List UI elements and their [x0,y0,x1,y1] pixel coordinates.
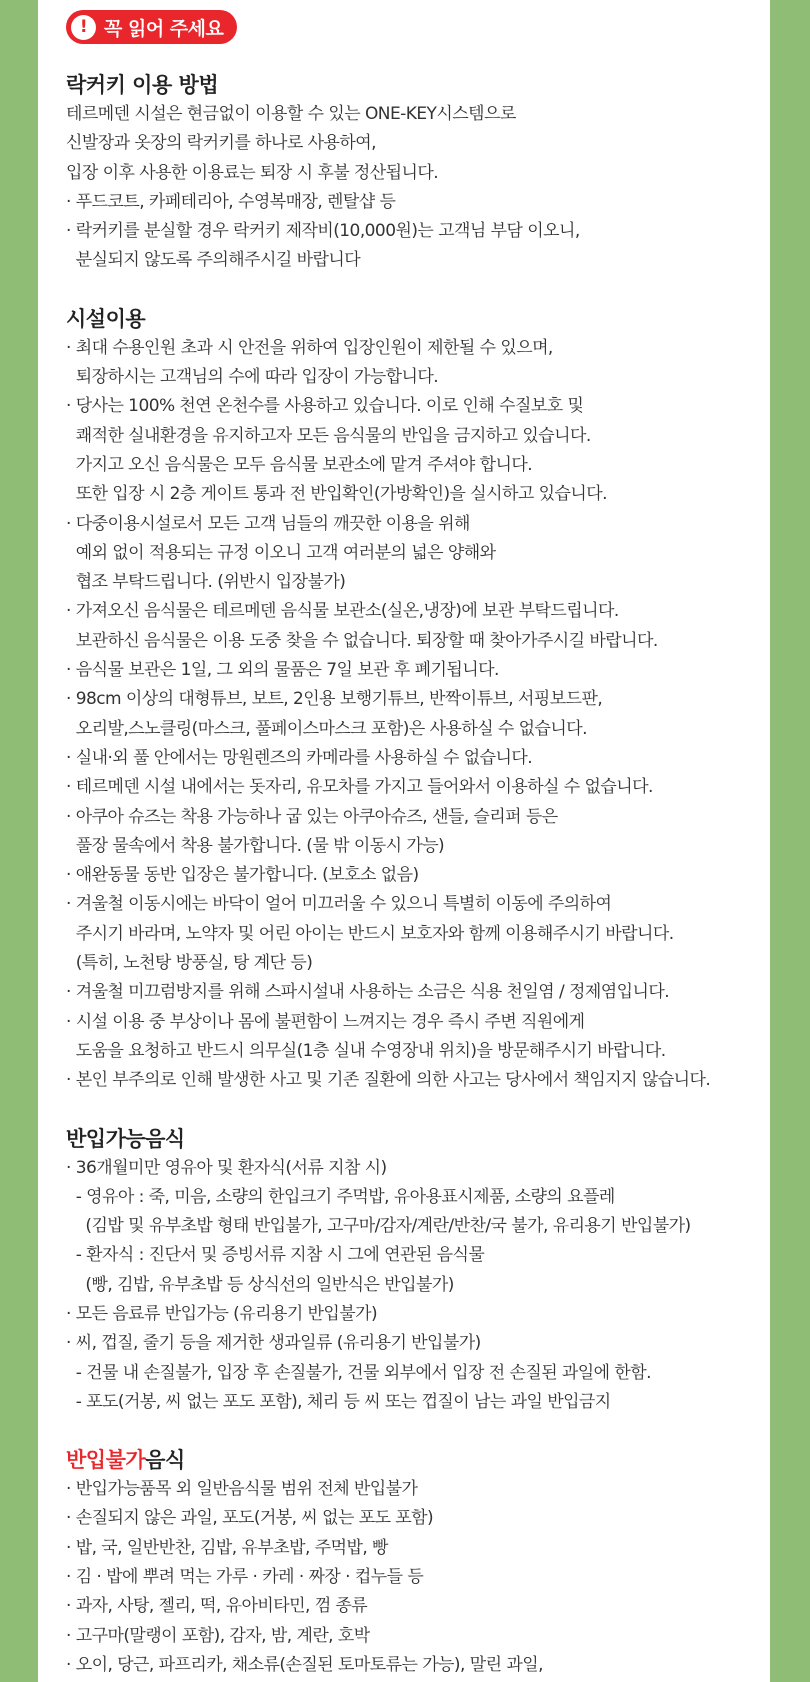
notice-line: · 다중이용시설로서 모든 고객 님들의 깨끗한 이용을 위해 [66,513,470,534]
notice-line: 퇴장하시는 고객님의 수에 따라 입장이 가능합니다. [66,367,439,388]
notice-line: · 손질되지 않은 과일, 포도(거봉, 씨 없는 포도 포함) [66,1508,434,1529]
notice-line: 가지고 오신 음식물은 모두 음식물 보관소에 맡겨 주셔야 합니다. [66,454,533,475]
section-title-highlight: 반입불가 [66,1448,146,1473]
notice-line: 입장 이후 사용한 이용료는 퇴장 시 후불 정산됩니다. [66,162,439,183]
notice-line: · 최대 수용인원 초과 시 안전을 위하여 입장인원이 제한될 수 있으며, [66,337,553,358]
notice-line: (김밥 및 유부초밥 형태 반입불가, 고구마/감자/계란/반찬/국 불가, 유리용기 반입불가) [66,1216,691,1237]
section-lines [66,1475,760,1680]
notice-line: 도움을 요청하고 반드시 의무실(1층 실내 수영장내 위치)을 방문해주시기 바랍니다. [66,1040,666,1061]
notice-line: · 당사는 100% 천연 온천수를 사용하고 있습니다. 이로 인해 수질보호 및 [66,396,584,417]
section-lines [66,334,760,1096]
notice-line: 협조 부탁드립니다. (위반시 입장불가) [66,572,346,593]
notice-line: · 테르메덴 시설 내에서는 돗자리, 유모차를 가지고 들어와서 이용하실 수 없습니다. [66,777,653,798]
notice-line: · 과자, 사탕, 젤리, 떡, 유아비타민, 껌 종류 [66,1596,368,1617]
notice-line: 주시기 바라며, 노약자 및 어린 아이는 반드시 보호자와 함께 이용해주시기 바랍니다. [66,923,674,944]
notice-line: 예외 없이 적용되는 규정 이오니 고객 여러분의 넓은 양해와 [66,542,496,563]
notice-line: · 락커키를 분실할 경우 락커키 제작비(10,000원)는 고객님 부담 이오니, [66,221,580,242]
notice-line: 테르메덴 시설은 현금없이 이용할 수 있는 ONE-KEY시스템으로 [66,104,516,124]
section-lines [66,100,760,276]
notice-line: (빵, 김밥, 유부초밥 등 상식선의 일반식은 반입불가) [66,1274,454,1295]
section-lines [66,1154,760,1418]
notice-content [66,10,760,1680]
notice-line: · 김 · 밥에 뿌려 먹는 가루 · 카레 · 짜장 · 컵누들 등 [66,1567,424,1588]
notice-line: · 반입가능품목 외 일반음식물 범위 전체 반입불가 [66,1479,418,1500]
notice-sheet [38,0,770,1682]
section-facility-use [66,304,760,1096]
notice-line: · 고구마(말랭이 포함), 감자, 밤, 계란, 호박 [66,1625,370,1646]
notice-line: · 모든 음료류 반입가능 (유리용기 반입불가) [66,1303,378,1324]
notice-line: - 포도(거봉, 씨 없는 포도 포함), 체리 등 씨 또는 껍질이 남는 과일 반입금지 [66,1391,611,1412]
notice-line: · 98cm 이상의 대형튜브, 보트, 2인용 보행기튜브, 반짝이튜브, 서핑보드판, [66,689,603,710]
section-title: 반입가능음식 [66,1126,185,1151]
notice-line: 오리발,스노클링(마스크, 풀페이스마스크 포함)은 사용하실 수 없습니다. [66,718,587,739]
notice-line: · 겨울철 미끄럼방지를 위해 스파시설내 사용하는 소금은 식용 천일염 / 정제염입니다. [66,982,670,1003]
notice-line: · 씨, 껍질, 줄기 등을 제거한 생과일류 (유리용기 반입불가) [66,1333,481,1354]
section-title: 시설이용 [66,306,146,331]
notice-line: · 시설 이용 중 부상이나 몸에 불편함이 느껴지는 경우 즉시 주변 직원에게 [66,1011,585,1032]
notice-line: · 음식물 보관은 1일, 그 외의 물품은 7일 보관 후 폐기됩니다. [66,660,499,681]
notice-line: · 오이, 당근, 파프리카, 채소류(손질된 토마토류는 가능), 말린 과일, [66,1654,543,1675]
notice-line: · 36개월미만 영유아 및 환자식(서류 지참 시) [66,1157,387,1178]
notice-line: · 애완동물 동반 입장은 불가합니다. (보호소 없음) [66,865,419,886]
section-allowed-food [66,1124,760,1418]
notice-line: 신발장과 옷장의 락커키를 하나로 사용하여, [66,133,376,154]
notice-line: - 영유아 : 죽, 미음, 소량의 한입크기 주먹밥, 유아용표시제품, 소량의 요플레 [66,1186,615,1207]
section-locker-key [66,70,760,276]
notice-line: (특히, 노천탕 방풍실, 탕 계단 등) [66,953,313,974]
notice-line: · 본인 부주의로 인해 발생한 사고 및 기존 질환에 의한 사고는 당사에서 책임지지 않습니다. [66,1070,711,1091]
notice-line: · 아쿠아 슈즈는 착용 가능하나 굽 있는 아쿠아슈즈, 샌들, 슬리퍼 등은 [66,806,558,827]
notice-line: · 실내·외 풀 안에서는 망원렌즈의 카메라를 사용하실 수 없습니다. [66,747,533,768]
notice-line: - 환자식 : 진단서 및 증빙서류 지참 시 그에 연관된 음식물 [66,1245,485,1266]
notice-line: 또한 입장 시 2층 게이트 통과 전 반입확인(가방확인)을 실시하고 있습니다. [66,484,607,505]
notice-line: - 건물 내 손질불가, 입장 후 손질불가, 건물 외부에서 입장 전 손질된 과일에 한함. [66,1362,651,1383]
section-title [66,1445,760,1475]
notice-line: 분실되지 않도록 주의해주시길 바랍니다 [66,250,361,271]
must-read-label: 꼭 읽어 주세요 [104,17,224,40]
notice-line: · 밥, 국, 일반반찬, 김밥, 유부초밥, 주먹밥, 빵 [66,1537,388,1558]
notice-line: · 푸드코트, 카페테리아, 수영복매장, 렌탈샵 등 [66,191,396,212]
notice-line: · 겨울철 이동시에는 바닥이 얼어 미끄러울 수 있으니 특별히 이동에 주의하여 [66,894,612,915]
section-title-rest: 음식 [145,1448,185,1473]
section-title: 락커키 이용 방법 [66,73,219,97]
notice-line: 쾌적한 실내환경을 유지하고자 모든 음식물의 반입을 금지하고 있습니다. [66,425,591,446]
notice-line: 보관하신 음식물은 이용 도중 찾을 수 없습니다. 퇴장할 때 찾아가주시길 바랍니다. [66,630,658,651]
notice-line: 풀장 물속에서 착용 불가합니다. (물 밖 이동시 가능) [66,835,445,856]
notice-line: · 가져오신 음식물은 테르메덴 음식물 보관소(실온,냉장)에 보관 부탁드립니다. [66,601,619,622]
must-read-badge [66,10,237,44]
section-prohibited-food [66,1445,760,1680]
exclamation-icon: ! [71,15,96,40]
